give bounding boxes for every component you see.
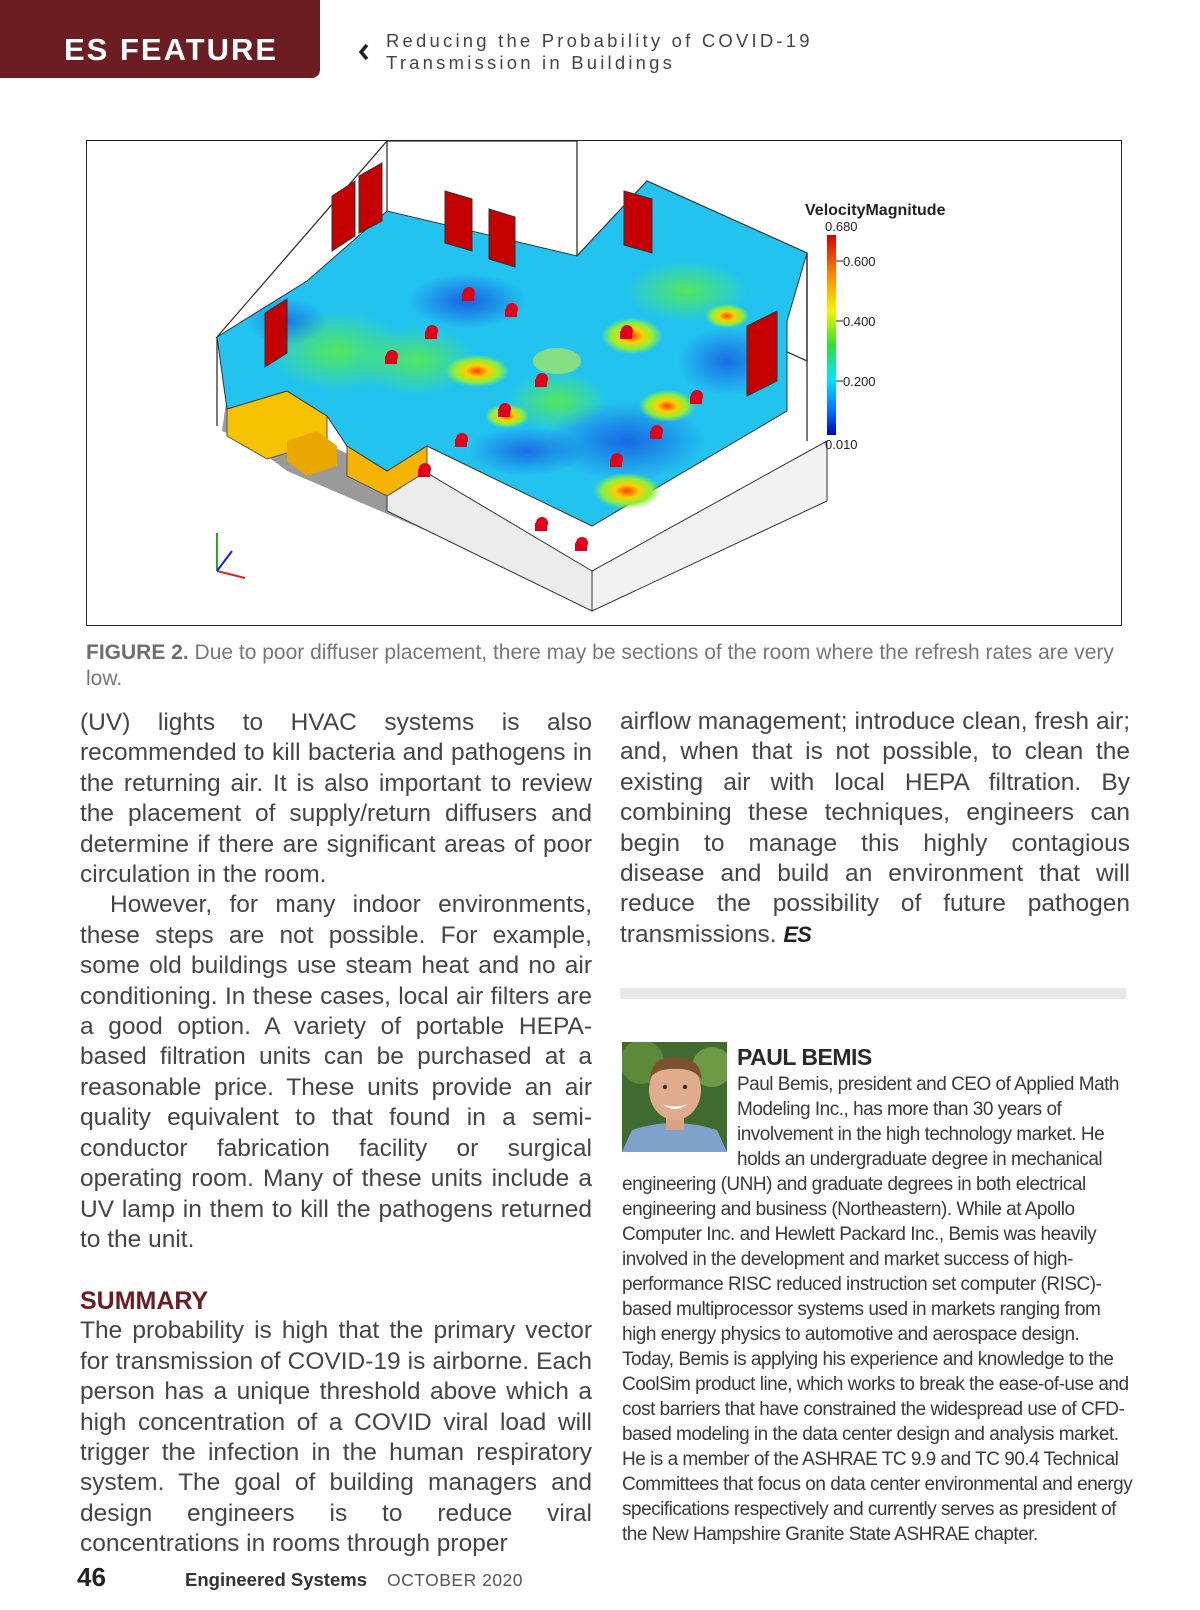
author-name: PAUL BEMIS (737, 1044, 872, 1070)
publication-name: Engineered Systems (185, 1569, 367, 1590)
section-divider (620, 988, 1126, 999)
cfd-visualization (87, 141, 1121, 625)
figure-caption (86, 640, 1122, 692)
caption-text: Due to poor diffuser placement, there may be sections of the room where the refresh rates are very low. (86, 641, 1114, 690)
section-label: ES FEATURE (64, 32, 279, 67)
page-footer (77, 1562, 523, 1593)
cfd-figure (86, 140, 1122, 626)
article-title-line-1: Reducing the Probability of COVID-19 (386, 30, 813, 51)
paragraph-summary: The probability is high that the primary vector for transmission of COVID-19 is airborne. Each person has a unique threshold above which a high concentration of a COVID viral load will trigger the infection in the human respiratory system. The goal of building managers and design engineers is to reduce viral concentrations in rooms through proper (80, 1317, 592, 1558)
legend-tick-600: 0.600 (843, 254, 876, 269)
summary-heading: SUMMARY (80, 1287, 209, 1316)
legend-title: VelocityMagnitude (805, 202, 946, 219)
author-photo (622, 1042, 727, 1152)
axis-triad-icon (217, 533, 245, 578)
author-bio-text: Paul Bemis, president and CEO of Applied Math Modeling Inc., has more than 30 years of involvement in the high technology market. He holds an undergraduate degree in mechanical engineering (UNH) and graduate degrees in both electrical engineering and business (Northeastern). While at Apollo Computer Inc. and Hewlett Packard Inc., Bemis was heavily involved in the development and market success of high-performance RISC reduced instruction set computer (RISC)-based multiprocessor systems used in markets ranging from high energy physics to automotive and aerospace design. Today, Bemis is applying his experience and knowledge to the CoolSim product line, which works to break the ease-of-use and cost barriers that have constrained the widespread use of CFD-based modeling in the data center design and analysis market. He is a member of the ASHRAE TC 9.9 and TC 90.4 Technical Committees that focus on data center environmental and energy specifications respectively and currently serves as president of the New Hampshire Granite State ASHRAE chapter. (622, 1074, 1133, 1545)
paragraph-conclusion (620, 707, 1130, 950)
legend-tick-400: 0.400 (843, 314, 876, 329)
breadcrumb[interactable] (358, 30, 813, 74)
conclusion-text: airflow management; introduce clean, fresh air; and, when that is not possible, to clean the existing air with local HEPA filtration. By combining these techniques, engineers can begin to manage this highly contagious disease and build an environment that will reduce the possibility of future pathogen transmissions. (620, 708, 1130, 948)
author-bio (622, 1042, 1134, 1547)
chevron-left-icon[interactable] (358, 42, 370, 62)
legend-min: 0.010 (825, 437, 858, 452)
legend-tick-200: 0.200 (843, 374, 876, 389)
caption-label: FIGURE 2. (86, 641, 189, 664)
issue-date: OCTOBER 2020 (387, 1570, 524, 1590)
right-column (620, 707, 1130, 950)
es-end-mark: ES (783, 921, 811, 947)
paragraph-local-filters: However, for many indoor environments, these steps are not possible. For example, some old buildings use steam heat and no air conditioning. In these cases, local air filters are a good option. A variety of portable HEPA-based filtration units can be purchased at a reasonable price. These units provide an air quality equivalent to that found in a semi-conductor fabrication facility or surgical operating room. Many of these units include a UV lamp in them to kill the pathogens returned to the unit. (80, 891, 592, 1253)
left-column (80, 708, 592, 1560)
legend-max: 0.680 (825, 219, 858, 234)
paragraph-uv-lights: (UV) lights to HVAC systems is also recommended to kill bacteria and pathogens in the returning air. It is also important to review the placement of supply/return diffusers and determine if there are significant areas of poor circulation in the room. (80, 709, 592, 889)
section-tab (0, 0, 320, 78)
velocity-legend (805, 202, 946, 452)
article-title-line-2: Transmission in Buildings (386, 52, 676, 73)
page-number: 46 (77, 1562, 106, 1592)
